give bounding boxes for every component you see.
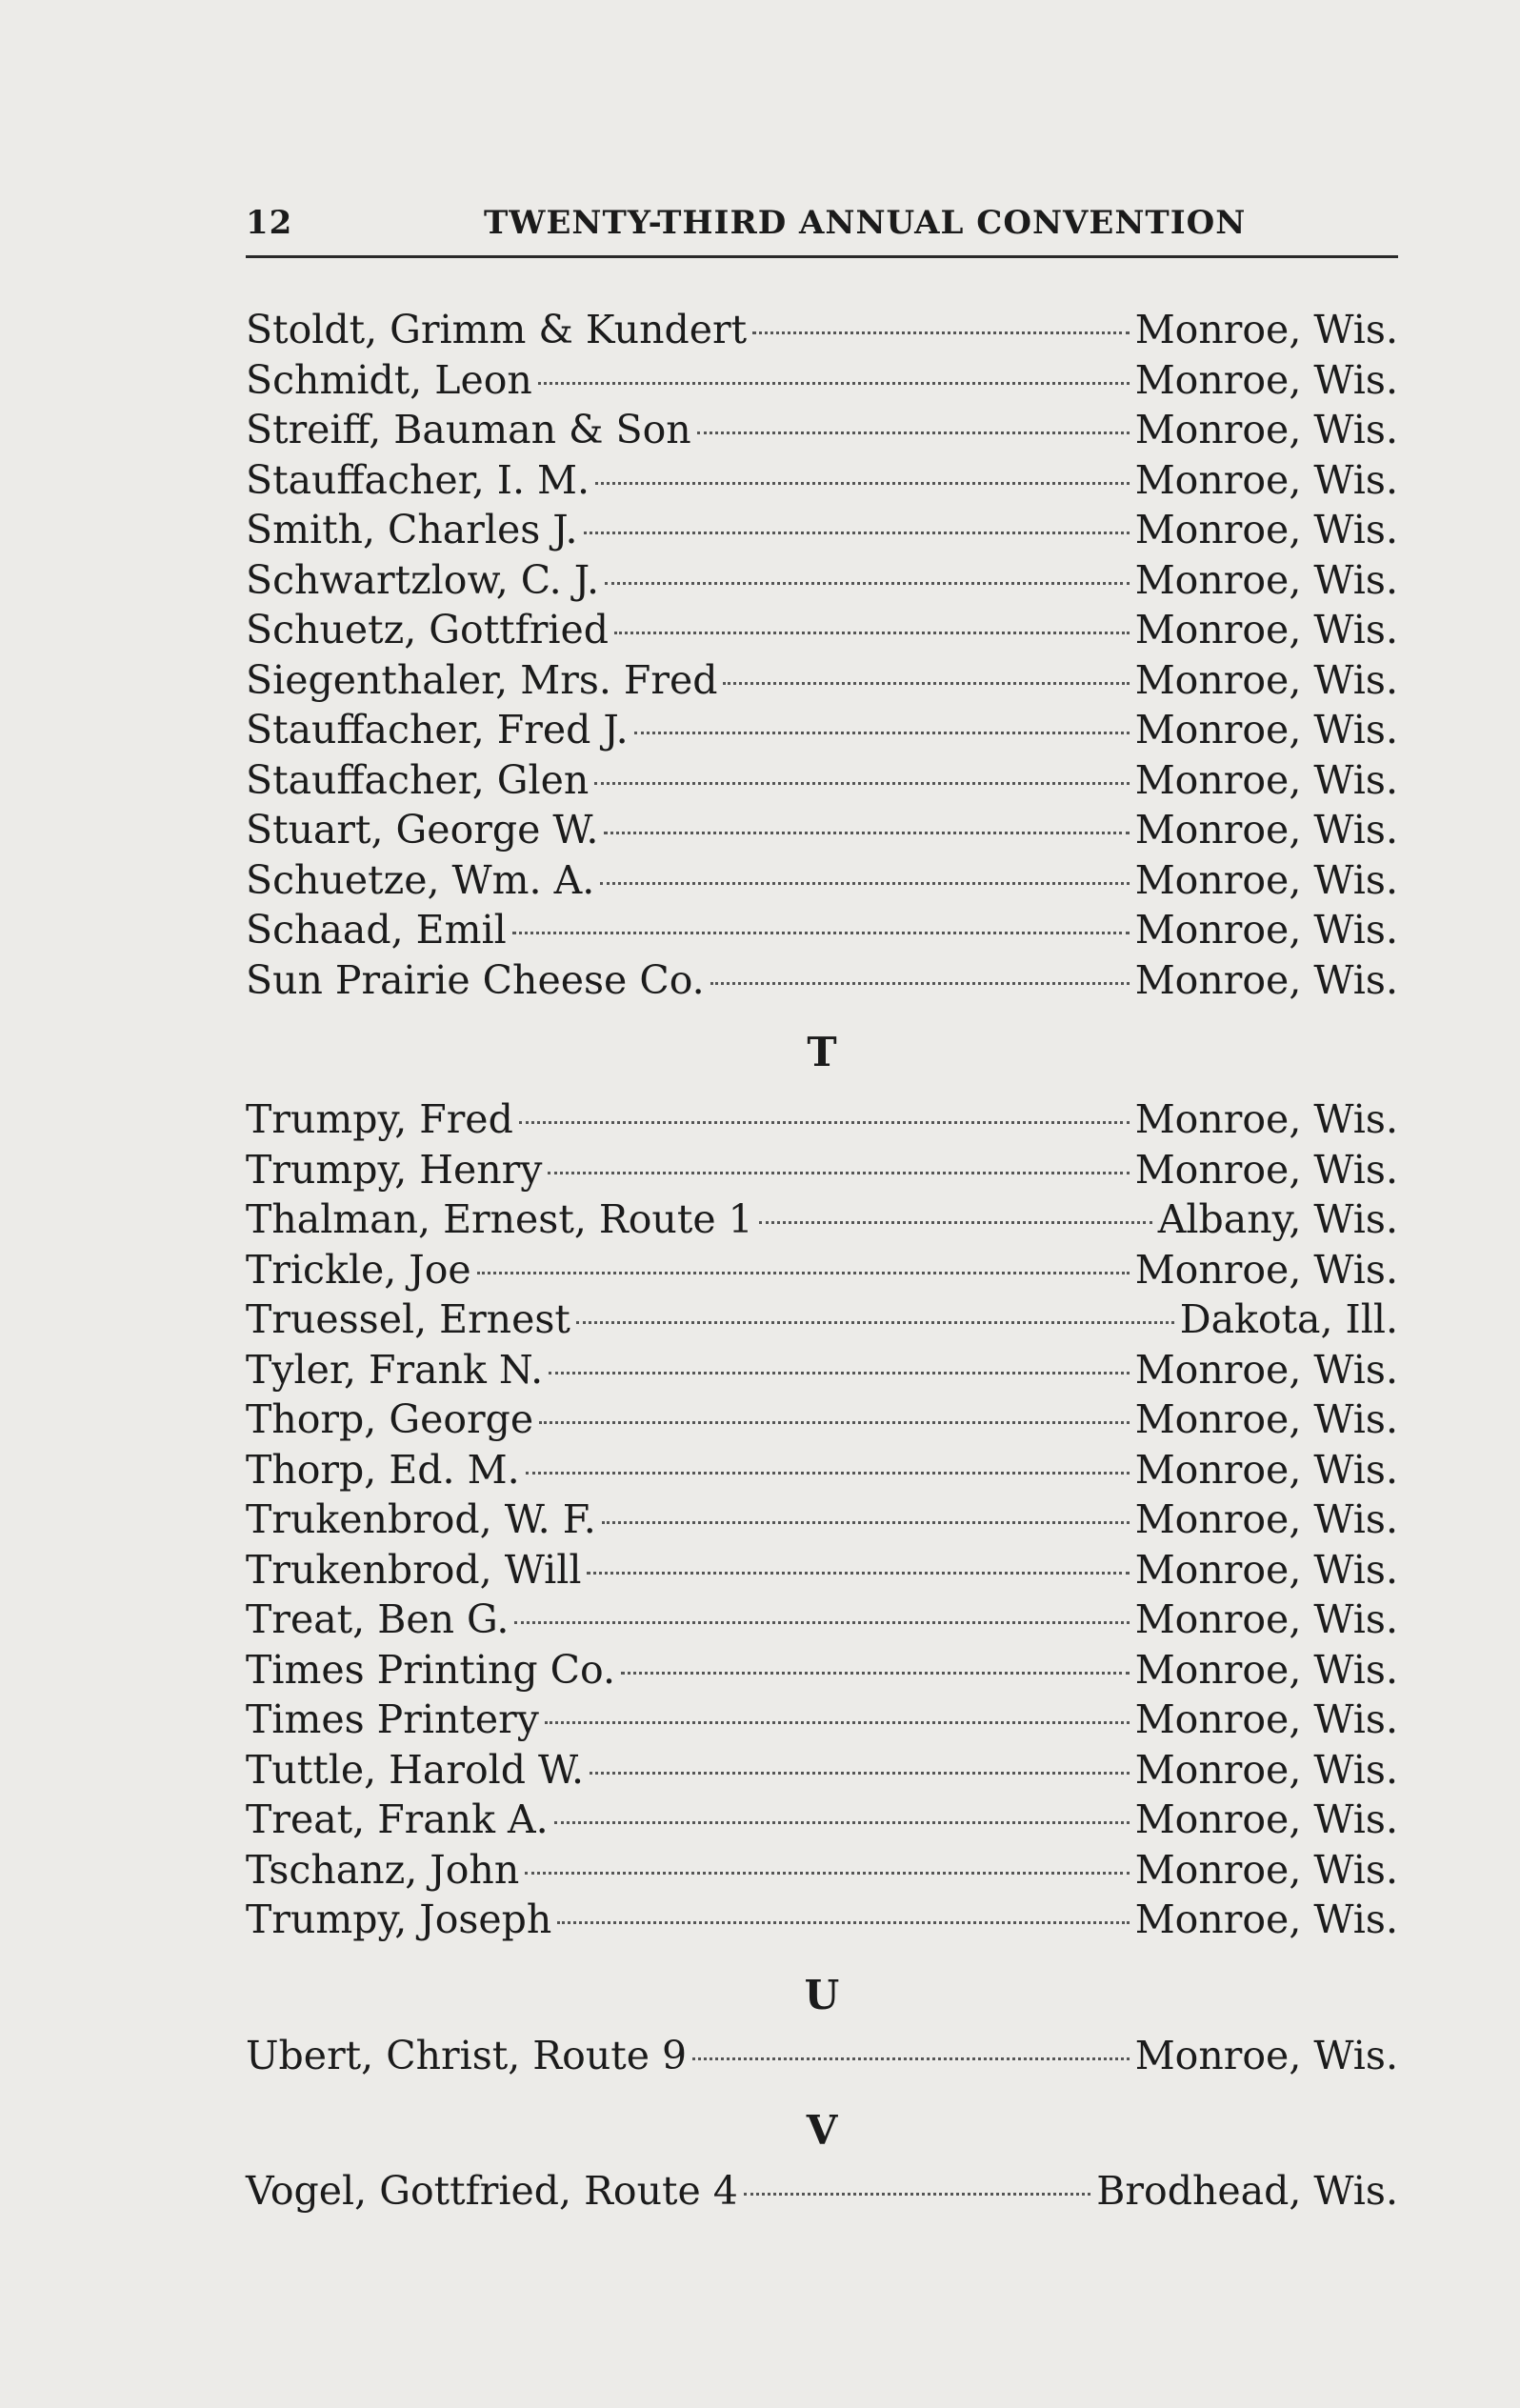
- dot-leader: [590, 1772, 1130, 1775]
- list-item: [246, 355, 1398, 406]
- entry-name: Trickle, Joe: [246, 1246, 471, 1293]
- section-letter-t: T: [807, 1029, 837, 1075]
- entry-place: Monroe, Wis.: [1134, 907, 1398, 953]
- entry-place: Monroe, Wis.: [1134, 1596, 1398, 1642]
- section-v: [246, 2166, 1398, 2217]
- list-item: [246, 605, 1398, 655]
- entry-name: Treat, Ben G.: [246, 1596, 510, 1642]
- entry-place: Monroe, Wis.: [1134, 656, 1398, 703]
- entry-name: Thalman, Ernest, Route 1: [246, 1196, 753, 1242]
- entry-name: Sun Prairie Cheese Co.: [246, 956, 705, 1003]
- entry-name: Stuart, George W.: [246, 807, 599, 853]
- entry-name: Stauffacher, Fred J.: [246, 707, 629, 752]
- dot-leader: [710, 982, 1130, 985]
- list-item: [246, 1294, 1398, 1345]
- list-item: [246, 1845, 1398, 1896]
- entry-place: Monroe, Wis.: [1134, 1646, 1398, 1693]
- list-item: [246, 805, 1398, 855]
- list-item: [246, 2031, 1398, 2081]
- entry-name: Times Printing Co.: [246, 1646, 616, 1693]
- list-item: [246, 1645, 1398, 1696]
- entry-place: Monroe, Wis.: [1134, 1146, 1398, 1193]
- entry-place: Monroe, Wis.: [1134, 556, 1398, 603]
- running-title: TWENTY-THIRD ANNUAL CONVENTION: [484, 204, 1247, 242]
- entry-place: Albany, Wis.: [1157, 1196, 1398, 1242]
- page-header: [246, 198, 1398, 258]
- entry-place: Monroe, Wis.: [1134, 1396, 1398, 1442]
- list-item: [246, 405, 1398, 455]
- entry-place: Monroe, Wis.: [1134, 1846, 1398, 1893]
- entry-place: Monroe, Wis.: [1134, 807, 1398, 853]
- list-item: [246, 1094, 1398, 1145]
- entry-place: Dakota, Ill.: [1179, 1296, 1398, 1342]
- section-letter-v: V: [806, 2107, 838, 2154]
- dot-leader: [477, 1272, 1130, 1274]
- list-item: [246, 1445, 1398, 1495]
- entry-name: Trumpy, Henry: [246, 1146, 543, 1193]
- dot-leader: [759, 1221, 1152, 1224]
- entry-name: Trukenbrod, W. F.: [246, 1496, 596, 1542]
- entry-place: Monroe, Wis.: [1134, 1246, 1398, 1293]
- page-number: 12: [246, 204, 293, 242]
- dot-leader: [587, 1572, 1129, 1575]
- dot-leader: [697, 431, 1130, 434]
- entry-place: Monroe, Wis.: [1134, 956, 1398, 1003]
- dot-leader: [576, 1321, 1174, 1324]
- entry-place: Monroe, Wis.: [1134, 1696, 1398, 1742]
- dot-leader: [594, 782, 1129, 785]
- dot-leader: [545, 1721, 1130, 1724]
- entry-name: Ubert, Christ, Route 9: [246, 2032, 688, 2078]
- dot-leader: [604, 832, 1129, 834]
- entry-name: Stoldt, Grimm & Kundert: [246, 307, 748, 352]
- list-item: [246, 705, 1398, 755]
- entry-place: Monroe, Wis.: [1134, 1346, 1398, 1393]
- list-item: [246, 1745, 1398, 1796]
- entry-place: Monroe, Wis.: [1134, 756, 1398, 803]
- entry-name: Siegenthaler, Mrs. Fred: [246, 656, 718, 703]
- entry-place: Monroe, Wis.: [1134, 1546, 1398, 1593]
- list-item: [246, 905, 1398, 955]
- entry-place: Monroe, Wis.: [1134, 407, 1398, 452]
- list-item: [246, 1194, 1398, 1245]
- entry-place: Monroe, Wis.: [1134, 1746, 1398, 1793]
- section-t: [246, 1094, 1398, 1945]
- entry-place: Monroe, Wis.: [1134, 2032, 1398, 2078]
- entry-name: Schmidt, Leon: [246, 356, 532, 403]
- entry-place: Monroe, Wis.: [1134, 1446, 1398, 1493]
- list-item: [246, 1895, 1398, 1945]
- entry-place: Monroe, Wis.: [1134, 1896, 1398, 1942]
- entry-name: Thorp, Ed. M.: [246, 1446, 520, 1493]
- entry-name: Trumpy, Fred: [246, 1096, 513, 1142]
- entry-place: Monroe, Wis.: [1134, 1796, 1398, 1842]
- entry-place: Monroe, Wis.: [1134, 507, 1398, 552]
- dot-leader: [512, 932, 1130, 934]
- list-item: [246, 505, 1398, 555]
- entry-place: Monroe, Wis.: [1134, 307, 1398, 352]
- dot-leader: [752, 331, 1130, 334]
- list-item: [246, 555, 1398, 606]
- dot-leader: [539, 1421, 1130, 1424]
- dot-leader: [554, 1821, 1130, 1824]
- list-item: [246, 755, 1398, 806]
- dot-leader: [538, 382, 1130, 385]
- list-item: [246, 1495, 1398, 1545]
- list-item: [246, 1395, 1398, 1445]
- entry-place: Monroe, Wis.: [1134, 356, 1398, 403]
- list-item: [246, 1245, 1398, 1295]
- entry-name: Vogel, Gottfried, Route 4: [246, 2168, 738, 2214]
- dot-leader: [526, 1472, 1130, 1475]
- entry-name: Schuetze, Wm. A.: [246, 856, 595, 903]
- dot-leader: [614, 632, 1130, 634]
- entry-name: Schuetz, Gottfried: [246, 607, 610, 652]
- entry-name: Tschanz, John: [246, 1846, 520, 1893]
- member-list: [246, 305, 1398, 2217]
- entry-name: Trukenbrod, Will: [246, 1546, 582, 1593]
- entry-place: Monroe, Wis.: [1134, 707, 1398, 752]
- list-item: [246, 455, 1398, 506]
- entry-place: Monroe, Wis.: [1134, 1496, 1398, 1542]
- list-item: [246, 955, 1398, 1006]
- entry-name: Thorp, George: [246, 1396, 534, 1442]
- entry-place: Monroe, Wis.: [1134, 1096, 1398, 1142]
- entry-name: Stauffacher, I. M.: [246, 456, 590, 503]
- entry-name: Truessel, Ernest: [246, 1296, 570, 1342]
- entry-name: Trumpy, Joseph: [246, 1896, 552, 1942]
- dot-leader: [549, 1372, 1130, 1375]
- list-item: [246, 1545, 1398, 1595]
- list-item: [246, 2166, 1398, 2217]
- entry-name: Treat, Frank A.: [246, 1796, 549, 1842]
- entry-name: Schaad, Emil: [246, 907, 507, 953]
- entry-name: Tuttle, Harold W.: [246, 1746, 585, 1793]
- entry-name: Schwartzlow, C. J.: [246, 556, 600, 603]
- list-item: [246, 1145, 1398, 1195]
- entry-name: Tyler, Frank N.: [246, 1346, 544, 1393]
- list-item: [246, 1595, 1398, 1645]
- dot-leader: [584, 532, 1130, 534]
- dot-leader: [634, 732, 1130, 734]
- section-letter-u: U: [804, 1971, 840, 2018]
- list-item: [246, 305, 1398, 355]
- dot-leader: [602, 1521, 1130, 1524]
- list-item: [246, 1345, 1398, 1395]
- entry-place: Monroe, Wis.: [1134, 456, 1398, 503]
- dot-leader: [525, 1872, 1129, 1875]
- dot-leader: [600, 882, 1129, 885]
- entry-name: Stauffacher, Glen: [246, 756, 590, 803]
- entry-name: Smith, Charles J.: [246, 507, 578, 552]
- list-item: [246, 1795, 1398, 1845]
- dot-leader: [744, 2193, 1090, 2196]
- list-item: [246, 655, 1398, 706]
- dot-leader: [595, 482, 1130, 485]
- dot-leader: [519, 1121, 1130, 1124]
- entry-place: Monroe, Wis.: [1134, 856, 1398, 903]
- dot-leader: [621, 1672, 1130, 1675]
- dot-leader: [605, 582, 1130, 585]
- entry-place: Brodhead, Wis.: [1096, 2168, 1398, 2214]
- entry-place: Monroe, Wis.: [1134, 607, 1398, 652]
- entry-name: Streiff, Bauman & Son: [246, 407, 691, 452]
- dot-leader: [548, 1172, 1129, 1174]
- list-item: [246, 855, 1398, 906]
- entry-name: Times Printery: [246, 1696, 539, 1742]
- dot-leader: [692, 2057, 1130, 2060]
- section-u: [246, 2031, 1398, 2081]
- dot-leader: [514, 1621, 1129, 1624]
- dot-leader: [557, 1921, 1129, 1924]
- dot-leader: [723, 682, 1129, 685]
- section-s: [246, 305, 1398, 1005]
- list-item: [246, 1695, 1398, 1745]
